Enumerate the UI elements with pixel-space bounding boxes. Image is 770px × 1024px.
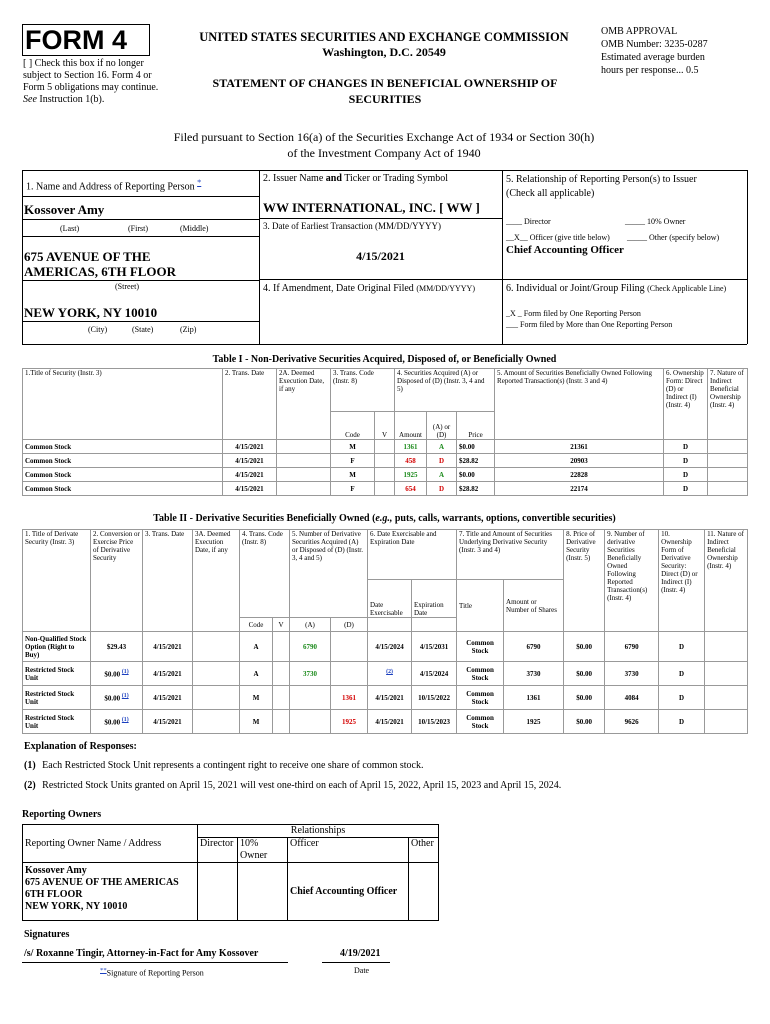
t2-shares: 1925 [504, 710, 564, 734]
t2-deemed [193, 632, 240, 662]
t2-h-exp: Expiration Date [412, 580, 457, 618]
t2-conversion: $0.00 $^{(1)}$ [91, 686, 143, 710]
footnote-star[interactable]: * [197, 178, 202, 187]
street-label: (Street) [115, 282, 139, 291]
t2-nature [705, 662, 748, 686]
t2-shares: 3730 [504, 662, 564, 686]
grid-line [22, 236, 259, 237]
t2-expiration: 4/15/2031 [412, 632, 457, 662]
t1-title: Common Stock [23, 454, 223, 468]
t2-h-ownership: 10. Ownership Form of Derivative Security: Direct (D) or Indirect (I) (Instr. 4) [659, 530, 705, 632]
agency-line1: UNITED STATES SECURITIES AND EXCHANGE COMMISSION [199, 30, 569, 44]
t2-code: M [240, 686, 273, 710]
t1-owned: 22174 [495, 482, 664, 496]
signatures-heading: Signatures [24, 929, 70, 940]
t2-expiration: 4/15/2024 [412, 662, 457, 686]
t1-form: D [664, 454, 708, 468]
t2-form: D [659, 686, 705, 710]
omb-approval: OMB APPROVAL OMB Number: 3235-0287 Estimated average burden hours per response... 0.5 [601, 26, 708, 76]
t1-title: Common Stock [23, 468, 223, 482]
table-row [23, 482, 748, 496]
ro-h-director: Director [198, 838, 238, 863]
t2-h-blank2 [412, 618, 457, 632]
officer-checkbox[interactable]: __X__ Officer (give title below) [506, 233, 610, 242]
t2-h-code-sub: Code [240, 618, 273, 632]
t1-h-v: V [375, 412, 395, 440]
form-title-box [22, 24, 150, 56]
t1-form: D [664, 468, 708, 482]
t2-date: 4/15/2021 [143, 662, 193, 686]
reporting-person-name: Kossover Amy [24, 202, 105, 217]
signature-label: **Signature of Reporting Person [100, 967, 204, 978]
last-label: (Last) [60, 224, 80, 233]
t1-nature [708, 482, 748, 496]
t2-date: 4/15/2021 [143, 686, 193, 710]
t1-nature [708, 468, 748, 482]
grid-line [22, 280, 259, 281]
t1-h-deemed: 2A. Deemed Execution Date, if any [277, 369, 331, 440]
t2-deemed [193, 662, 240, 686]
box3-label: 3. Date of Earliest Transaction (MM/DD/YYYY) [263, 221, 441, 231]
t1-code: F [331, 454, 375, 468]
t2-h-v: V [273, 618, 290, 632]
t1-title: Common Stock [23, 440, 223, 454]
signature-line [22, 962, 288, 963]
t1-h-acquired: 4. Securities Acquired (A) or Disposed of (D) (Instr. 3, 4 and 5) [395, 369, 495, 412]
t2-deemed [193, 710, 240, 734]
t1-h-code: 3. Trans. Code (Instr. 8) [331, 369, 395, 412]
ro-h-officer: Officer [288, 838, 409, 863]
reporting-owners-heading: Reporting Owners [22, 809, 102, 820]
t2-code: A [240, 632, 273, 662]
table1 [22, 368, 748, 496]
t1-code: F [331, 482, 375, 496]
one-person-checkbox[interactable]: _X _ Form filed by One Reporting Person [506, 309, 641, 318]
t1-h-amount: Amount [395, 412, 427, 440]
box5-label: 5. Relationship of Reporting Person(s) to Issuer (Check all applicable) [506, 174, 697, 199]
t2-v [273, 632, 290, 662]
footnote-1-link[interactable]: (1) [121, 717, 129, 724]
t2-owned: 4084 [605, 686, 659, 710]
footnote-1-link[interactable]: (1) [121, 693, 129, 700]
table-row [23, 662, 748, 686]
t1-deemed [277, 454, 331, 468]
t2-h-price: 8. Price of Derivative Security (Instr. 5) [564, 530, 605, 632]
date-line [322, 962, 390, 963]
t2-code: M [240, 710, 273, 734]
t1-ad: D [427, 454, 457, 468]
ro-other [409, 863, 439, 921]
ro-h-relationships: Relationships [198, 825, 439, 838]
t2-exercisable: 4/15/2021 [368, 710, 412, 734]
grid-line [259, 218, 502, 219]
t2-nature [705, 686, 748, 710]
t2-form: D [659, 662, 705, 686]
t2-d [331, 632, 368, 662]
grid-line [22, 321, 259, 322]
t1-h-owned: 5. Amount of Securities Beneficially Owned Following Reported Transaction(s) (Instr. 3 and 4) [495, 369, 664, 440]
signature-date: 4/19/2021 [340, 948, 381, 959]
officer-title: Chief Accounting Officer [506, 244, 624, 256]
t2-nature [705, 632, 748, 662]
t2-owned: 6790 [605, 632, 659, 662]
t1-amount: 458 [395, 454, 427, 468]
city-label: (City) [88, 325, 108, 334]
t2-shares: 6790 [504, 632, 564, 662]
t2-form: D [659, 632, 705, 662]
t2-price: $0.00 [564, 686, 605, 710]
t1-price: $28.82 [457, 454, 495, 468]
t1-code: M [331, 440, 375, 454]
ro-h-other: Other [409, 838, 439, 863]
t2-h-date: 3. Trans. Date [143, 530, 193, 632]
t2-price: $0.00 [564, 632, 605, 662]
t2-a: 6790 [290, 632, 331, 662]
table2 [22, 529, 748, 734]
t2-conversion: $0.00 $^{(1)}$ [91, 710, 143, 734]
t2-h-shares: Amount or Number of Shares [504, 580, 564, 632]
t2-owned: 3730 [605, 662, 659, 686]
more-persons-checkbox[interactable]: ___ Form filed by More than One Reporting Person [506, 320, 673, 329]
t1-deemed [277, 468, 331, 482]
state-label: (State) [132, 325, 154, 334]
t1-h-price: Price [457, 412, 495, 440]
t2-conversion: $29.43 [91, 632, 143, 662]
t1-owned: 21361 [495, 440, 664, 454]
t1-date: 4/15/2021 [223, 440, 277, 454]
grid-line [22, 196, 259, 197]
t2-h-under-title: Title [457, 580, 504, 632]
t2-d [331, 662, 368, 686]
t2-title: Restricted Stock Unit [23, 686, 91, 710]
t1-price: $28.82 [457, 482, 495, 496]
table-row [23, 710, 748, 734]
t2-price: $0.00 [564, 662, 605, 686]
t1-h-ownership: 6. Ownership Form: Direct (D) or Indirect (I) (Instr. 4) [664, 369, 708, 440]
t2-v [273, 686, 290, 710]
t1-price: $0.00 [457, 440, 495, 454]
table2-title: Table II - Derivative Securities Beneficially Owned (e.g., puts, calls, warrants, options, convertible securities) [153, 513, 616, 524]
t1-ad: A [427, 440, 457, 454]
t2-exercisable: 4/15/2021 [368, 686, 412, 710]
box2-label: 2. Issuer Name and Ticker or Trading Symbol [263, 173, 449, 184]
t1-owned: 22828 [495, 468, 664, 482]
table-row [23, 686, 748, 710]
box1-label: 1. Name and Address of Reporting Person * [26, 178, 202, 193]
grid-line [22, 344, 747, 345]
ro-h-name: Reporting Owner Name / Address [23, 825, 198, 863]
t1-deemed [277, 482, 331, 496]
t1-v [375, 454, 395, 468]
director-checkbox[interactable]: ____ Director [506, 217, 551, 226]
agency-line2: Washington, D.C. 20549 [322, 45, 446, 59]
name-underline [22, 219, 259, 220]
t2-h-conversion: 2. Conversion or Exercise Price of Derivative Security [91, 530, 143, 632]
t1-deemed [277, 440, 331, 454]
t1-amount: 1925 [395, 468, 427, 482]
t2-title: Non-Qualified Stock Option (Right to Buy) [23, 632, 91, 662]
t1-date: 4/15/2021 [223, 482, 277, 496]
ro-officer: Chief Accounting Officer [288, 863, 409, 921]
zip-label: (Zip) [180, 325, 197, 334]
t1-h-code-sub: Code [331, 412, 375, 440]
t2-expiration: 10/15/2022 [412, 686, 457, 710]
t2-under-title: Common Stock [457, 710, 504, 734]
explanation-heading: Explanation of Responses: [24, 741, 137, 752]
t1-code: M [331, 468, 375, 482]
t1-date: 4/15/2021 [223, 468, 277, 482]
ro-owner: Kossover Amy 675 AVENUE OF THE AMERICAS 6TH FLOOR NEW YORK, NY 10010 [23, 863, 198, 921]
t1-v [375, 482, 395, 496]
t2-h-number: 5. Number of Derivative Securities Acquired (A) or Disposed of (D) (Instr. 3, 4 and 5) [290, 530, 368, 618]
t2-under-title: Common Stock [457, 686, 504, 710]
filed-pursuant: Filed pursuant to Section 16(a) of the Securities Exchange Act of 1934 or Section 30(h) of the Investment Company Act of 1940 [173, 130, 595, 160]
t2-h-exercisable: 6. Date Exercisable and Expiration Date [368, 530, 457, 580]
middle-label: (Middle) [180, 224, 209, 233]
t2-h-title: 1. Title of Derivate Security (Instr. 3) [23, 530, 91, 632]
box4-label: 4. If Amendment, Date Original Filed (MM/DD/YYYY) [263, 283, 475, 294]
table-row [23, 468, 748, 482]
t2-under-title: Common Stock [457, 632, 504, 662]
t1-nature [708, 454, 748, 468]
table-row [23, 632, 748, 662]
t2-code: A [240, 662, 273, 686]
t2-expiration: 10/15/2023 [412, 710, 457, 734]
t2-h-blank1 [368, 618, 412, 632]
reporting-owners-table [22, 824, 439, 921]
t1-h-date: 2. Trans. Date [223, 369, 277, 440]
other-checkbox[interactable]: _____ Other (specify below) [627, 233, 720, 242]
t2-price: $0.00 [564, 710, 605, 734]
t1-h-ad: (A) or (D) [427, 412, 457, 440]
t2-a [290, 686, 331, 710]
t1-amount: 654 [395, 482, 427, 496]
t2-d: 1361 [331, 686, 368, 710]
earliest-transaction-date: 4/15/2021 [356, 249, 405, 263]
table-row [23, 454, 748, 468]
t2-h-a: (A) [290, 618, 331, 632]
explanation-2: (2) Restricted Stock Units granted on April 15, 2021 will vest one-third on each of April 15, 2022, April 15, 2023 and April 15, 2024. [24, 780, 562, 791]
t2-owned: 9626 [605, 710, 659, 734]
t1-amount: 1361 [395, 440, 427, 454]
t1-price: $0.00 [457, 468, 495, 482]
t2-date: 4/15/2021 [143, 710, 193, 734]
table-row [23, 863, 439, 921]
street-line2: AMERICAS, 6TH FLOOR [24, 264, 177, 279]
checkbox-text[interactable]: [ ] Check this box if no longer subject to Section 16. Form 4 or Form 5 obligations may continue. See Instruction 1(b). [23, 58, 159, 105]
t2-h-d: (D) [331, 618, 368, 632]
grid-line [259, 279, 747, 280]
t2-under-title: Common Stock [457, 662, 504, 686]
signer: /s/ Roxanne Tingir, Attorney-in-Fact for Amy Kossover [24, 948, 259, 959]
t2-nature [705, 710, 748, 734]
t2-h-date-ex: Date Exercisable [368, 580, 412, 618]
grid-line [502, 170, 503, 344]
box6-label: 6. Individual or Joint/Group Filing (Check Applicable Line) [506, 283, 727, 294]
t1-date: 4/15/2021 [223, 454, 277, 468]
t2-h-owned: 9. Number of derivative Securities Beneficially Owned Following Reported Transaction(s) (Instr. 4) [605, 530, 659, 632]
table-row [23, 440, 748, 454]
t1-form: D [664, 440, 708, 454]
t2-title: Restricted Stock Unit [23, 662, 91, 686]
t2-date: 4/15/2021 [143, 632, 193, 662]
t1-ad: A [427, 468, 457, 482]
t1-title: Common Stock [23, 482, 223, 496]
t2-form: D [659, 710, 705, 734]
t1-h-nature: 7. Nature of Indirect Beneficial Ownership (Instr. 4) [708, 369, 748, 440]
t1-h-title: 1.Title of Security (Instr. 3) [23, 369, 223, 440]
t2-h-underlying: 7. Title and Amount of Securities Underlying Derivative Security (Instr. 3 and 4) [457, 530, 564, 580]
t1-owned: 20903 [495, 454, 664, 468]
street-line1: 675 AVENUE OF THE [24, 249, 151, 264]
t1-nature [708, 440, 748, 454]
ro-h-ten-pct: 10% Owner [238, 838, 288, 863]
t2-conversion: $0.00 $^{(1)}$ [91, 662, 143, 686]
t1-ad: D [427, 482, 457, 496]
t2-v [273, 662, 290, 686]
t2-h-code: 4. Trans. Code (Instr. 8) [240, 530, 290, 618]
footnote-1-link[interactable]: (1) [121, 669, 129, 676]
t1-form: D [664, 482, 708, 496]
t2-a: 3730 [290, 662, 331, 686]
issuer-name: WW INTERNATIONAL, INC. [ WW ] [263, 200, 480, 215]
t2-a [290, 710, 331, 734]
ten-pct-owner-checkbox[interactable]: _____ 10% Owner [625, 217, 686, 226]
t2-title: Restricted Stock Unit [23, 710, 91, 734]
t2-deemed [193, 686, 240, 710]
ro-director [198, 863, 238, 921]
t2-exercisable: 4/15/2024 [368, 632, 412, 662]
t1-v [375, 440, 395, 454]
date-label: Date [354, 966, 370, 975]
t2-h-deemed: 3A. Deemed Execution Date, if any [193, 530, 240, 632]
form-title: FORM 4 [25, 25, 128, 55]
ro-ten-pct [238, 863, 288, 921]
footnote-2-link[interactable]: (2) [386, 669, 393, 676]
explanation-1: (1) Each Restricted Stock Unit represents a contingent right to receive one share of common stock. [24, 760, 424, 771]
t1-v [375, 468, 395, 482]
first-label: (First) [128, 224, 148, 233]
t2-d: 1925 [331, 710, 368, 734]
table1-title: Table I - Non-Derivative Securities Acquired, Disposed of, or Beneficially Owned [212, 354, 557, 365]
t2-exercisable [368, 662, 412, 686]
t2-h-nature: 11. Nature of Indirect Beneficial Ownership (Instr. 4) [705, 530, 748, 632]
t2-shares: 1361 [504, 686, 564, 710]
t2-v [273, 710, 290, 734]
statement-title: STATEMENT OF CHANGES IN BENEFICIAL OWNERSHIP OF SECURITIES [212, 76, 558, 106]
grid-line [747, 170, 748, 344]
grid-line [22, 170, 747, 171]
sig-footnote-link[interactable]: ** [100, 967, 107, 974]
city-line: NEW YORK, NY 10010 [24, 305, 158, 320]
